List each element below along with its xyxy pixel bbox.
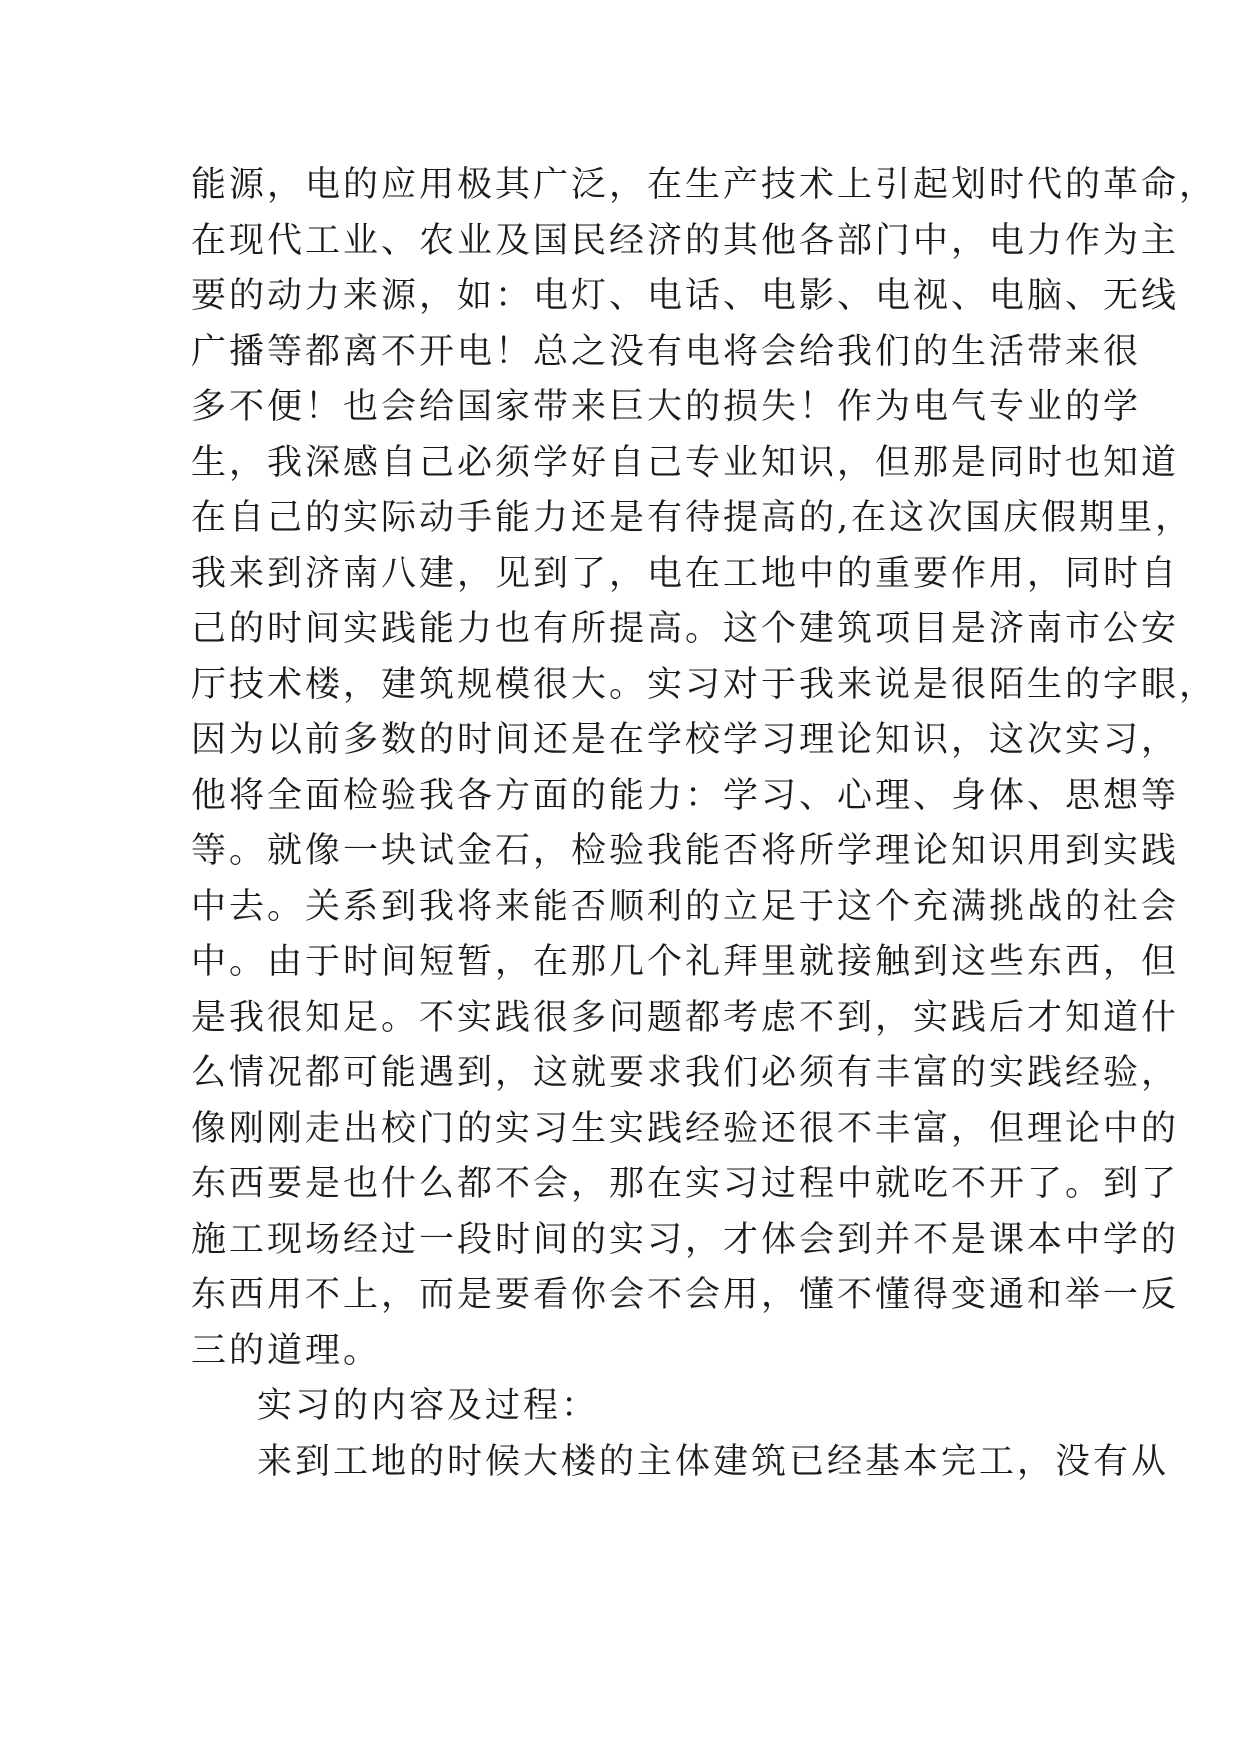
text-line: 我来到济南八建，见到了，电在工地中的重要作用，同时自 xyxy=(191,553,1180,594)
text-line: 三的道理。 xyxy=(191,1330,382,1371)
body-text xyxy=(191,158,1218,1490)
text-line: 是我很知足。不实践很多问题都考虑不到，实践后才知道什 xyxy=(191,997,1180,1038)
text-line: 像刚刚走出校门的实习生实践经验还很不丰富，但理论中的 xyxy=(191,1108,1180,1149)
text-line: 中去。关系到我将来能否顺利的立足于这个充满挑战的社会 xyxy=(191,886,1180,927)
text-line: 己的时间实践能力也有所提高。这个建筑项目是济南市公安 xyxy=(191,609,1180,649)
text-line: 能源，电的应用极其广泛，在生产技术上引起划时代的革命， xyxy=(191,165,1218,205)
text-line: 在自己的实际动手能力还是有待提高的,在这次国庆假期里， xyxy=(191,498,1194,538)
text-line: 广播等都离不开电！总之没有电将会给我们的生活带来很 xyxy=(191,331,1142,372)
text-line: 厅技术楼，建筑规模很大。实习对于我来说是很陌生的字眼， xyxy=(191,664,1218,705)
paragraph-start: 来到工地的时候大楼的主体建筑已经基本完工，没有从 xyxy=(257,1441,1170,1482)
text-line: 中。由于时间短暂，在那几个礼拜里就接触到这些东西，但 xyxy=(191,942,1180,982)
text-line: 等。就像一块试金石，检验我能否将所学理论知识用到实践 xyxy=(191,831,1180,871)
text-line: 在现代工业、农业及国民经济的其他各部门中，电力作为主 xyxy=(191,220,1180,261)
text-line: 东西要是也什么都不会，那在实习过程中就吃不开了。到了 xyxy=(191,1164,1180,1204)
text-line: 么情况都可能遇到，这就要求我们必须有丰富的实践经验， xyxy=(191,1053,1180,1093)
text-line: 多不便！也会给国家带来巨大的损失！作为电气专业的学 xyxy=(191,387,1142,427)
section-heading: 实习的内容及过程： xyxy=(257,1386,600,1426)
text-line: 他将全面检验我各方面的能力：学习、心理、身体、思想等 xyxy=(191,775,1180,816)
text-line: 因为以前多数的时间还是在学校学习理论知识，这次实习， xyxy=(191,720,1180,760)
text-line: 要的动力来源，如：电灯、电话、电影、电视、电脑、无线 xyxy=(191,276,1180,316)
text-line: 施工现场经过一段时间的实习，才体会到并不是课本中学的 xyxy=(191,1219,1180,1260)
text-line: 东西用不上，而是要看你会不会用，懂不懂得变通和举一反 xyxy=(191,1275,1180,1315)
text-line: 生，我深感自己必须学好自己专业知识，但那是同时也知道 xyxy=(191,442,1180,483)
